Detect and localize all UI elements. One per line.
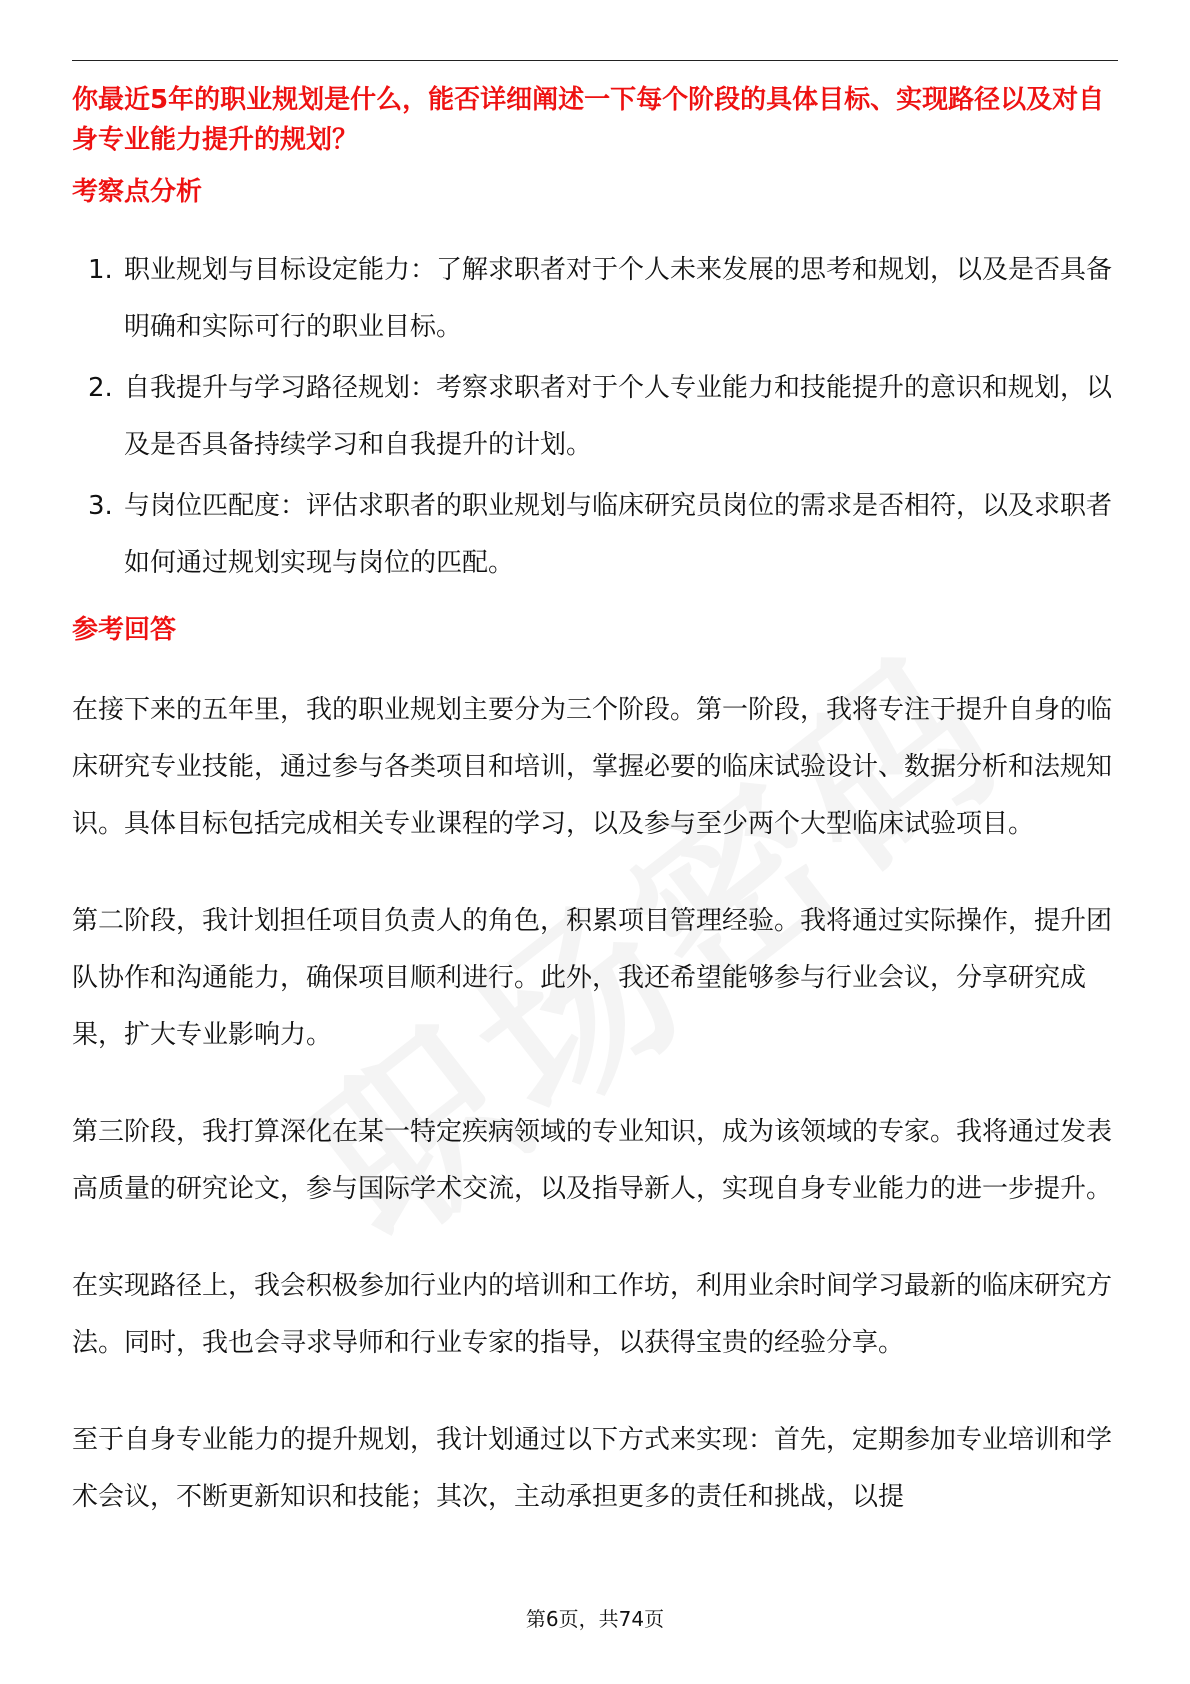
list-item [72, 360, 1122, 474]
question-heading: 你最近5年的职业规划是什么，能否详细阐述一下每个阶段的具体目标、实现路径以及对自身专业能力提升的规划？ [72, 85, 1105, 155]
list-item-number: 2. [88, 373, 113, 403]
answer-paragraph: 在实现路径上，我会积极参加行业内的培训和工作坊，利用业余时间学习最新的临床研究方法。同时，我也会寻求导师和行业专家的指导，以获得宝贵的经验分享。 [72, 1271, 1113, 1358]
analysis-title: 考察点分析 [72, 177, 203, 207]
analysis-list [72, 242, 1122, 596]
list-item [72, 242, 1122, 356]
list-item-text: 与岗位匹配度：评估求职者的职业规划与临床研究员岗位的需求是否相符，以及求职者如何通过规划实现与岗位的匹配。 [124, 491, 1113, 578]
list-item [72, 478, 1122, 592]
header-rule [72, 60, 1118, 61]
answer-paragraph: 第二阶段，我计划担任项目负责人的角色，积累项目管理经验。我将通过实际操作，提升团队协作和沟通能力，确保项目顺利进行。此外，我还希望能够参与行业会议，分享研究成果，扩大专业影响力。 [72, 906, 1113, 1050]
list-item-number: 3. [88, 491, 113, 521]
answer-body [72, 682, 1122, 1566]
list-item-text: 职业规划与目标设定能力：了解求职者对于个人未来发展的思考和规划，以及是否具备明确和实际可行的职业目标。 [124, 255, 1113, 342]
answer-paragraph: 在接下来的五年里，我的职业规划主要分为三个阶段。第一阶段，我将专注于提升自身的临床研究专业技能，通过参与各类项目和培训，掌握必要的临床试验设计、数据分析和法规知识。具体目标包括完成相关专业课程的学习，以及参与至少两个大型临床试验项目。 [72, 695, 1113, 839]
page-number: 第6页，共74页 [525, 1607, 665, 1631]
answer-title: 参考回答 [72, 615, 177, 645]
list-item-number: 1. [88, 255, 113, 285]
list-item-text: 自我提升与学习路径规划：考察求职者对于个人专业能力和技能提升的意识和规划，以及是否具备持续学习和自我提升的计划。 [124, 373, 1113, 460]
answer-paragraph: 第三阶段，我打算深化在某一特定疾病领域的专业知识，成为该领域的专家。我将通过发表高质量的研究论文，参与国际学术交流，以及指导新人，实现自身专业能力的进一步提升。 [72, 1117, 1113, 1204]
answer-paragraph: 至于自身专业能力的提升规划，我计划通过以下方式来实现：首先，定期参加专业培训和学术会议，不断更新知识和技能；其次，主动承担更多的责任和挑战，以提 [72, 1425, 1113, 1512]
